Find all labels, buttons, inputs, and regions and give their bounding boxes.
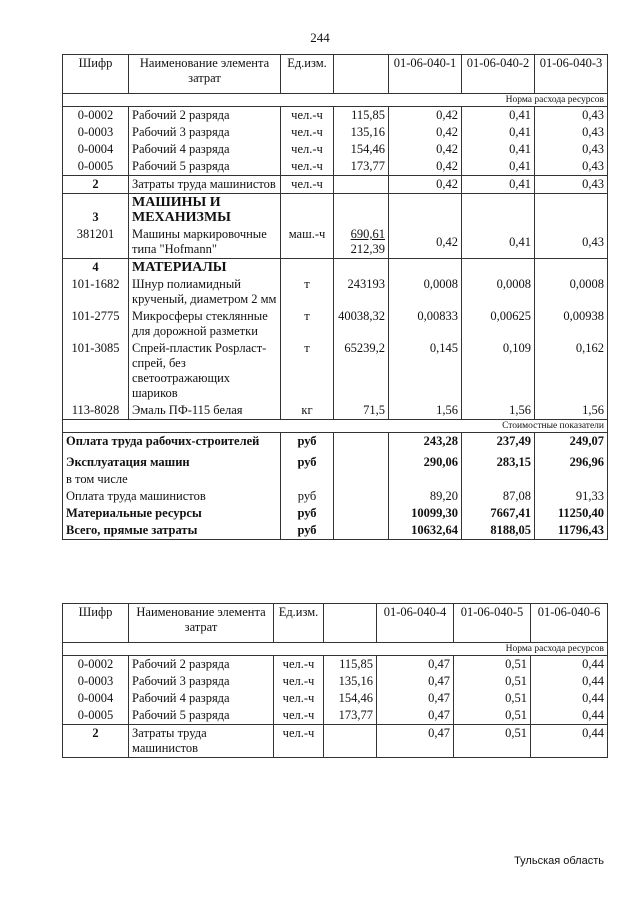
row-value: 0,47: [377, 673, 454, 690]
section-code: 4: [63, 259, 129, 277]
row-value: 0,162: [535, 340, 608, 402]
row-name: Шнур полиамидный крученый, диаметром 2 мм: [129, 276, 281, 308]
row-value: 0,43: [535, 141, 608, 158]
header-code: Шифр: [63, 604, 129, 643]
row-price: 173,77: [324, 707, 377, 725]
row-unit: чел.-ч: [274, 673, 324, 690]
row-price: 135,16: [324, 673, 377, 690]
resource-table-2: [62, 603, 608, 758]
row-value: 0,47: [377, 707, 454, 725]
empty-cell: [334, 505, 389, 522]
table-row: [63, 158, 608, 176]
empty-cell: [389, 259, 462, 277]
summary-row: [63, 522, 608, 540]
table-row: [63, 226, 608, 259]
header-name: Наименование элемента затрат: [129, 55, 281, 94]
table-row: [63, 124, 608, 141]
summary-value: 243,28: [389, 433, 462, 451]
row-value: 0,42: [389, 158, 462, 176]
row-value: 0,43: [535, 226, 608, 259]
machine-price-2: 212,39: [350, 242, 385, 256]
header-col-5: 01-06-040-5: [454, 604, 531, 643]
row-value: 1,56: [535, 402, 608, 420]
header-unit: Ед.изм.: [281, 55, 334, 94]
empty-cell: [535, 194, 608, 227]
materials-section-row: [63, 259, 608, 277]
empty-cell: [462, 259, 535, 277]
summary-value: 7667,41: [462, 505, 535, 522]
table-row: [63, 707, 608, 725]
row-name: Рабочий 2 разряда: [129, 656, 274, 674]
row-unit: т: [281, 276, 334, 308]
empty-cell: [462, 194, 535, 227]
row-code: 101-3085: [63, 340, 129, 402]
header-unit: Ед.изм.: [274, 604, 324, 643]
page-number: 244: [310, 30, 330, 45]
empty-cell: [281, 194, 334, 227]
row-price: [324, 725, 377, 758]
row-value: 0,00833: [389, 308, 462, 340]
table-row: [63, 107, 608, 125]
row-name: Рабочий 5 разряда: [129, 158, 281, 176]
row-unit: чел.-ч: [274, 725, 324, 758]
empty-cell: [535, 259, 608, 277]
row-code: 2: [63, 725, 129, 758]
row-value: 0,42: [389, 176, 462, 194]
row-value: 0,51: [454, 656, 531, 674]
row-value: 0,42: [389, 124, 462, 141]
row-value: 0,42: [389, 141, 462, 158]
row-code: 2: [63, 176, 129, 194]
empty-cell: [389, 471, 462, 488]
row-price: 71,5: [334, 402, 389, 420]
row-unit: чел.-ч: [281, 158, 334, 176]
summary-value: 10632,64: [389, 522, 462, 540]
row-unit: маш.-ч: [281, 226, 334, 259]
header-code: Шифр: [63, 55, 129, 94]
row-value: 0,41: [462, 226, 535, 259]
row-unit: чел.-ч: [274, 656, 324, 674]
row-name: Рабочий 4 разряда: [129, 690, 274, 707]
row-value: 0,51: [454, 690, 531, 707]
row-value: 0,44: [531, 673, 608, 690]
summary-value: 89,20: [389, 488, 462, 505]
row-name: Рабочий 3 разряда: [129, 124, 281, 141]
summary-value: 91,33: [535, 488, 608, 505]
empty-cell: [462, 471, 535, 488]
header-col-1: 01-06-040-1: [389, 55, 462, 94]
row-value: 0,0008: [535, 276, 608, 308]
summary-unit: руб: [281, 450, 334, 471]
row-price: 40038,32: [334, 308, 389, 340]
summary-value: 11250,40: [535, 505, 608, 522]
row-price: [334, 176, 389, 194]
row-price: 135,16: [334, 124, 389, 141]
row-unit: кг: [281, 402, 334, 420]
summary-value: 296,96: [535, 450, 608, 471]
row-name: Рабочий 2 разряда: [129, 107, 281, 125]
cost-label-row: [63, 420, 608, 433]
row-code: 101-1682: [63, 276, 129, 308]
row-unit: чел.-ч: [281, 176, 334, 194]
row-code: 113-8028: [63, 402, 129, 420]
header-price: [324, 604, 377, 643]
row-code: 101-2775: [63, 308, 129, 340]
row-name: Затраты труда машинистов: [129, 725, 274, 758]
empty-cell: [389, 194, 462, 227]
row-value: 0,51: [454, 725, 531, 758]
summary-unit: руб: [281, 433, 334, 451]
footer-region: Тульская область: [514, 855, 604, 867]
empty-cell: [334, 259, 389, 277]
row-value: 0,47: [377, 690, 454, 707]
row-value: 0,44: [531, 690, 608, 707]
empty-cell: [281, 471, 334, 488]
summary-value: 290,06: [389, 450, 462, 471]
row-value: 0,47: [377, 656, 454, 674]
cost-label: Стоимостные показатели: [63, 420, 608, 433]
norm-label-row: [63, 643, 608, 656]
summary-name: Материальные ресурсы: [63, 505, 281, 522]
row-value: 0,44: [531, 725, 608, 758]
row-unit: чел.-ч: [281, 124, 334, 141]
row-value: 0,43: [535, 107, 608, 125]
summary-name: в том числе: [63, 471, 281, 488]
summary-row: [63, 450, 608, 471]
row-name: Рабочий 4 разряда: [129, 141, 281, 158]
table-row: [63, 690, 608, 707]
machine-price-1: 690,61: [350, 227, 385, 241]
row-unit: т: [281, 308, 334, 340]
row-name: Спрей-пластик Рospласт-спрей, без светоотражающих шариков: [129, 340, 281, 402]
header-name: Наименование элемента затрат: [129, 604, 274, 643]
summary-value: 237,49: [462, 433, 535, 451]
summary-value: 8188,05: [462, 522, 535, 540]
table-header-row: [63, 604, 608, 643]
row-code: 0-0002: [63, 656, 129, 674]
table-row: [63, 656, 608, 674]
row-value: 0,43: [535, 124, 608, 141]
row-unit: чел.-ч: [281, 107, 334, 125]
row-code: 0-0003: [63, 124, 129, 141]
summary-name: Всего, прямые затраты: [63, 522, 281, 540]
summary-value: 10099,30: [389, 505, 462, 522]
norm-label: Норма расхода ресурсов: [63, 94, 608, 107]
row-value: 0,41: [462, 124, 535, 141]
row-value: 0,44: [531, 707, 608, 725]
table-header-row: [63, 55, 608, 94]
row-value: 0,145: [389, 340, 462, 402]
summary-unit: руб: [281, 505, 334, 522]
row-name: Рабочий 5 разряда: [129, 707, 274, 725]
row-value: 0,51: [454, 673, 531, 690]
resource-table-1: [62, 54, 608, 540]
header-col-4: 01-06-040-4: [377, 604, 454, 643]
row-price: 115,85: [334, 107, 389, 125]
norm-label-row: [63, 94, 608, 107]
row-value: 0,41: [462, 176, 535, 194]
row-code: 0-0004: [63, 141, 129, 158]
table-row: [63, 276, 608, 308]
empty-cell: [334, 522, 389, 540]
row-value: 0,41: [462, 158, 535, 176]
row-price: 115,85: [324, 656, 377, 674]
row-unit: чел.-ч: [281, 141, 334, 158]
summary-row: [63, 471, 608, 488]
summary-row: [63, 433, 608, 451]
row-value: 0,41: [462, 141, 535, 158]
row-code: 0-0005: [63, 707, 129, 725]
header-price: [334, 55, 389, 94]
table-row: [63, 673, 608, 690]
row-name: Эмаль ПФ-115 белая: [129, 402, 281, 420]
summary-value: 11796,43: [535, 522, 608, 540]
row-value: 1,56: [462, 402, 535, 420]
section-title: МАТЕРИАЛЫ: [129, 259, 281, 277]
row-value: 0,00625: [462, 308, 535, 340]
row-value: 0,51: [454, 707, 531, 725]
empty-cell: [334, 471, 389, 488]
norm-label: Норма расхода ресурсов: [63, 643, 608, 656]
summary-name: Оплата труда рабочих-строителей: [63, 433, 281, 451]
row-code: 0-0005: [63, 158, 129, 176]
row-price: 65239,2: [334, 340, 389, 402]
section-code: 3: [63, 194, 129, 227]
row-price: 243193: [334, 276, 389, 308]
row-price: 173,77: [334, 158, 389, 176]
empty-cell: [334, 450, 389, 471]
row-code: 0-0003: [63, 673, 129, 690]
row-value: 1,56: [389, 402, 462, 420]
row-name: Микросферы стеклянные для дорожной разметки: [129, 308, 281, 340]
row-value: 0,41: [462, 107, 535, 125]
summary-unit: руб: [281, 488, 334, 505]
summary-value: 249,07: [535, 433, 608, 451]
summary-name: Эксплуатация машин: [63, 450, 281, 471]
machinists-row: [63, 725, 608, 758]
row-value: 0,109: [462, 340, 535, 402]
row-value: 0,44: [531, 656, 608, 674]
summary-unit: руб: [281, 522, 334, 540]
summary-name: Оплата труда машинистов: [63, 488, 281, 505]
summary-value: 87,08: [462, 488, 535, 505]
row-code: 0-0004: [63, 690, 129, 707]
row-name: Затраты труда машинистов: [129, 176, 281, 194]
row-price: 154,46: [334, 141, 389, 158]
row-value: 0,0008: [389, 276, 462, 308]
row-unit: чел.-ч: [274, 707, 324, 725]
table-row: [63, 308, 608, 340]
row-name: Машины маркировочные типа "Hofmann": [129, 226, 281, 259]
row-value: 0,42: [389, 107, 462, 125]
summary-row: [63, 488, 608, 505]
machines-section-row: [63, 194, 608, 227]
table-row: [63, 402, 608, 420]
row-name: Рабочий 3 разряда: [129, 673, 274, 690]
row-value: 0,00938: [535, 308, 608, 340]
row-unit: т: [281, 340, 334, 402]
header-col-6: 01-06-040-6: [531, 604, 608, 643]
row-value: 0,42: [389, 226, 462, 259]
empty-cell: [334, 433, 389, 451]
header-col-3: 01-06-040-3: [535, 55, 608, 94]
row-value: 0,43: [535, 158, 608, 176]
empty-cell: [281, 259, 334, 277]
row-code: 381201: [63, 226, 129, 259]
summary-row: [63, 505, 608, 522]
row-price: 154,46: [324, 690, 377, 707]
empty-cell: [334, 194, 389, 227]
row-price: [334, 226, 389, 259]
row-code: 0-0002: [63, 107, 129, 125]
section-title: МАШИНЫ И МЕХАНИЗМЫ: [129, 194, 281, 227]
row-value: 0,0008: [462, 276, 535, 308]
machinists-row: [63, 176, 608, 194]
row-unit: чел.-ч: [274, 690, 324, 707]
header-col-2: 01-06-040-2: [462, 55, 535, 94]
empty-cell: [334, 488, 389, 505]
table-row: [63, 141, 608, 158]
row-value: 0,43: [535, 176, 608, 194]
empty-cell: [535, 471, 608, 488]
table-row: [63, 340, 608, 402]
summary-value: 283,15: [462, 450, 535, 471]
row-value: 0,47: [377, 725, 454, 758]
